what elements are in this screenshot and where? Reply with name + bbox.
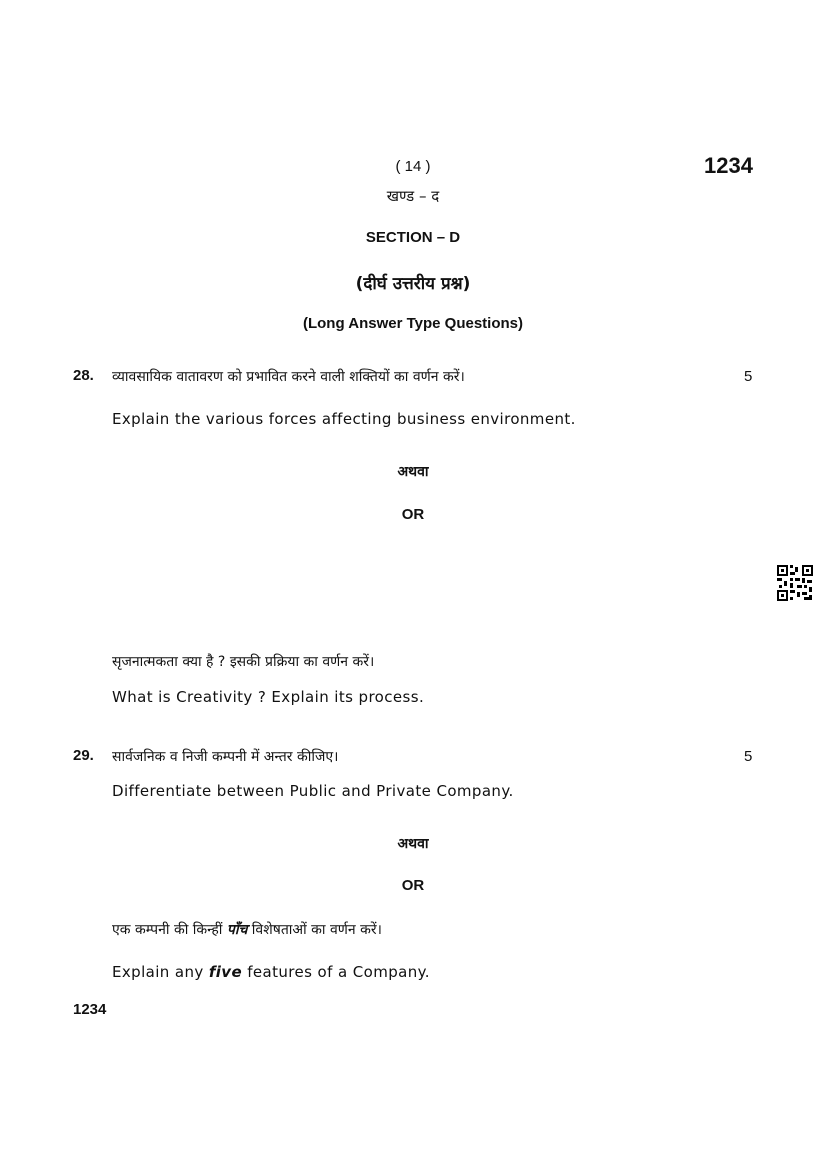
question-29-alt-english-pre: Explain any xyxy=(112,963,209,981)
section-title-english: SECTION – D xyxy=(365,229,461,246)
question-29-alt-english xyxy=(112,963,430,981)
question-28-hindi: व्यावसायिक वातावरण को प्रभावित करने वाली शक्तियों का वर्णन करें। xyxy=(112,369,465,385)
question-28-marks: 5 xyxy=(744,368,753,385)
question-29-hindi: सार्वजनिक व निजी कम्पनी में अन्तर कीजिए। xyxy=(112,749,339,765)
question-29-english: Differentiate between Public and Private Company. xyxy=(112,782,514,800)
question-28-english: Explain the various forces affecting business environment. xyxy=(112,410,576,428)
question-28-alt-hindi: सृजनात्मकता क्या है ? इसकी प्रक्रिया का वर्णन करें। xyxy=(112,654,375,670)
question-type-english: (Long Answer Type Questions) xyxy=(302,315,523,332)
page-number: ( 14 ) xyxy=(395,158,431,175)
or-english-29: OR xyxy=(401,877,425,894)
question-29-alt-hindi-bold: पाँच xyxy=(226,922,248,938)
qr-code-icon xyxy=(776,564,814,602)
paper-code-footer: 1234 xyxy=(73,1001,107,1018)
section-title-hindi: खण्ड – द xyxy=(386,187,440,205)
question-29-alt-hindi-pre: एक कम्पनी की किन्हीं xyxy=(112,922,227,938)
question-29-alt-hindi xyxy=(112,920,382,939)
or-hindi-28: अथवा xyxy=(397,464,429,480)
question-29-alt-english-bold: five xyxy=(208,963,243,981)
question-28-alt-english: What is Creativity ? Explain its process. xyxy=(112,688,425,706)
or-english-28: OR xyxy=(401,506,425,523)
paper-code-header: 1234 xyxy=(704,153,753,178)
question-29-alt-hindi-post: विशेषताओं का वर्णन करें। xyxy=(247,922,382,938)
question-number-29: 29. xyxy=(73,747,94,764)
question-29-alt-english-post: features of a Company. xyxy=(242,963,430,981)
question-number-28: 28. xyxy=(73,367,94,384)
or-hindi-29: अथवा xyxy=(397,836,429,852)
question-type-hindi: (दीर्घ उत्तरीय प्रश्न) xyxy=(355,274,471,294)
question-29-marks: 5 xyxy=(744,748,753,765)
